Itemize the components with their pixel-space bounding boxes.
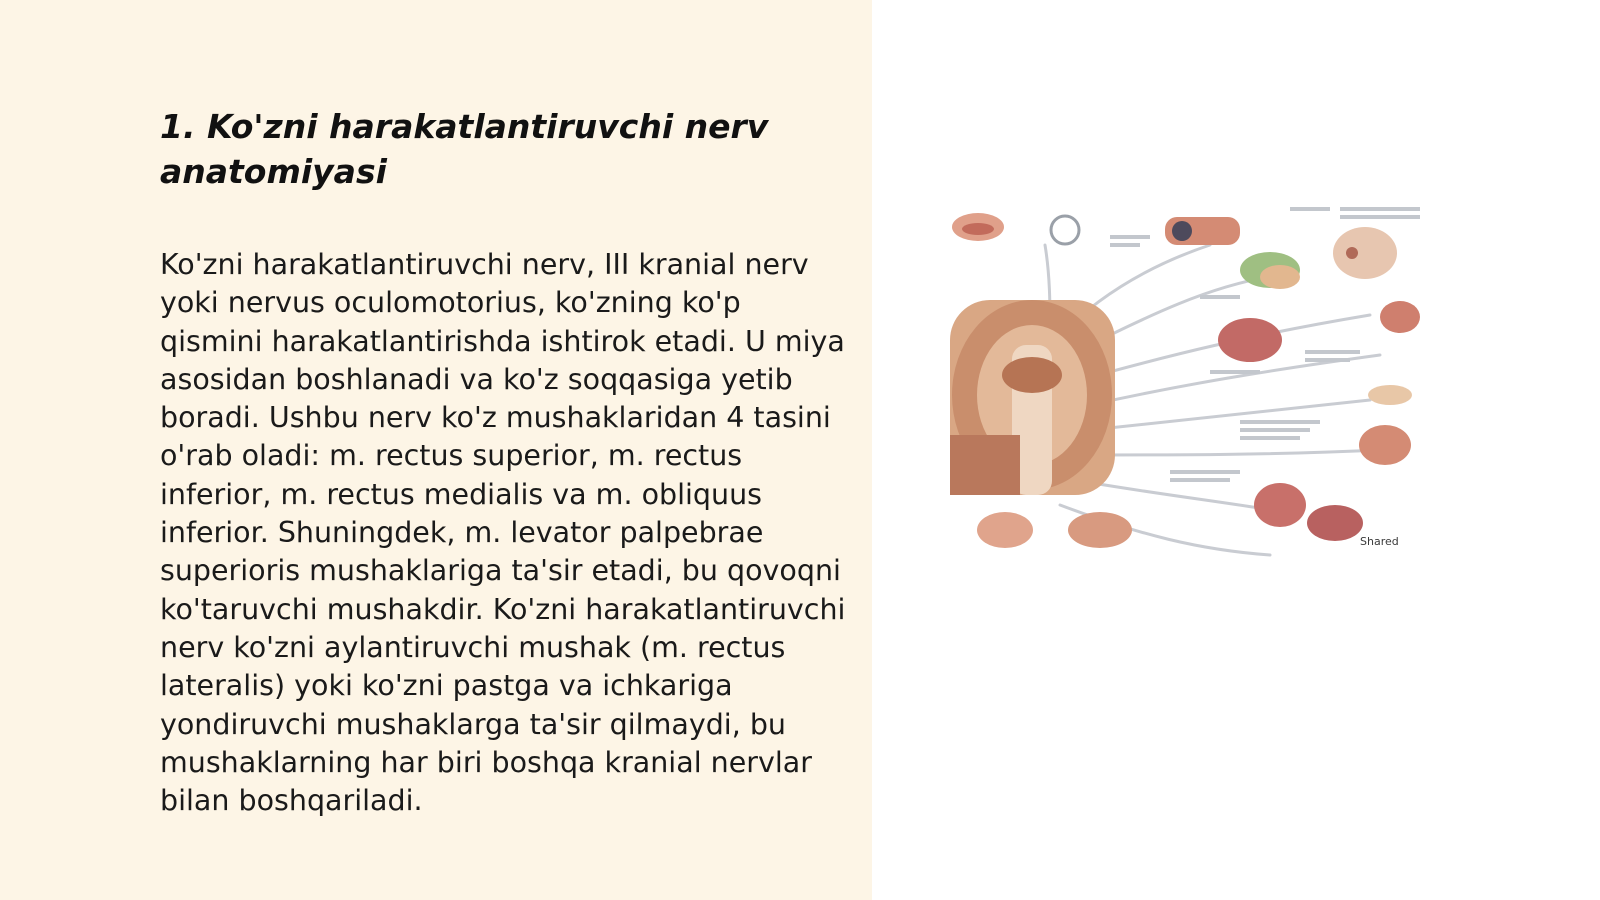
cranial-nerves-illustration (950, 205, 1440, 575)
slide-title: 1. Ko'zni harakatlantiruvchi nerv anatomiyasi (160, 107, 769, 191)
figure-watermark: Shared (1360, 535, 1399, 548)
slide-body-text: Ko'zni harakatlantiruvchi nerv, III kranial nerv yoki nervus oculomotorius, ko'zning ko'p qismini harakatlantirishda ishtirok etadi. U miya asosidan boshlanadi va ko'z soqqasiga yetib boradi. Ushbu nerv ko'z mushaklaridan 4 tasini o'rab oladi: m. rectus superior, m. rectus inferior, m. rectus medialis va m. obliquus inferior. Shuningdek, m. levator palpebrae superioris mushaklariga ta'sir etadi, bu qovoqni ko'taruvchi mushakdir. Ko'zni harakatlantiruvchi nerv ko'zni aylantiruvchi mushak (m. rectus lateralis) yoki ko'zni pastga va ichkariga yondiruvchi mushaklarga ta'sir qilmaydi, bu mushaklarning har biri boshqa kranial nervlar bilan boshqariladi. (160, 248, 846, 818)
